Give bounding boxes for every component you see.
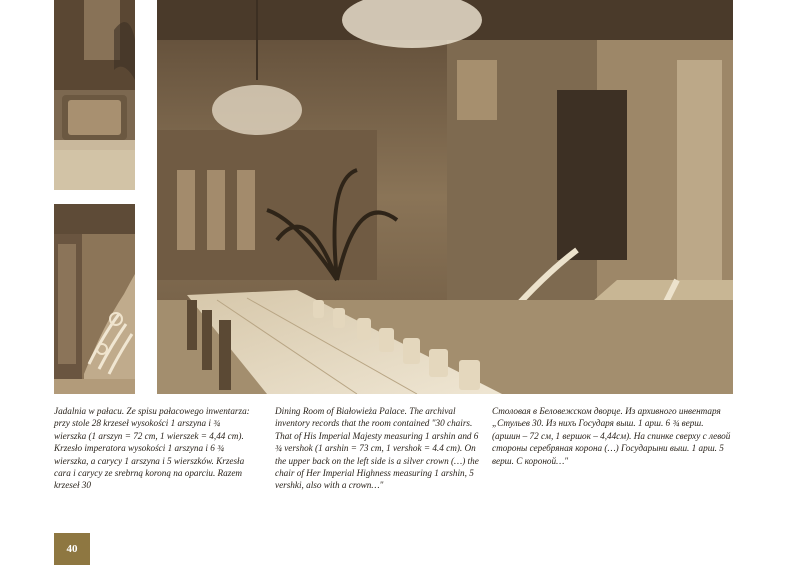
photo-dining-room [157,0,733,394]
caption-english: Dining Room of Białowieża Palace. The archival inventory records that the room contained "30 chairs. That of His Imperial Majesty measuring 1 arshin and 6 ¾ vershok (1 arshin = 73 cm, 1 vershok = 4.4 cm). On the upper back on the left side is a silver crown (…) the chair of Her Imperial Highness measuring 1 arshin, 5 vershki, also with a crown…" [275,406,479,491]
caption-polish: Jadalnia w pałacu. Ze spisu pałacowego inwentarza: przy stole 28 krzeseł wysokości 1 arszyna i ¾ wierszka (1 arszyn = 72 cm, 1 wierszek = 4,44 cm). Krzesło imperatora wysokości 1 arszyna i 6 ¾ wierszka, a carycy 1 arszyna i 5 wierszków. Krzesła cara i carycy ze srebrną koroną na oparciu. Razem krzeseł 30 [54,406,250,491]
caption-russian: Столовая в Беловежском дворце. Из архивного инвентаря „Стульев 30. Из нихъ Государя выш. 1 арш. 6 ¾ верш. (аршин – 72 см, 1 вершок – 4,44см). На спинке сверху с левой стороны серебряная корона (…) Государыни выш. 1 арш. 5 верш. С короной…" [492,406,731,466]
photo-chair-detail [54,0,135,190]
photo-railing-detail [54,204,135,394]
page-number: 40 [66,543,78,555]
page-number-box [54,533,90,565]
